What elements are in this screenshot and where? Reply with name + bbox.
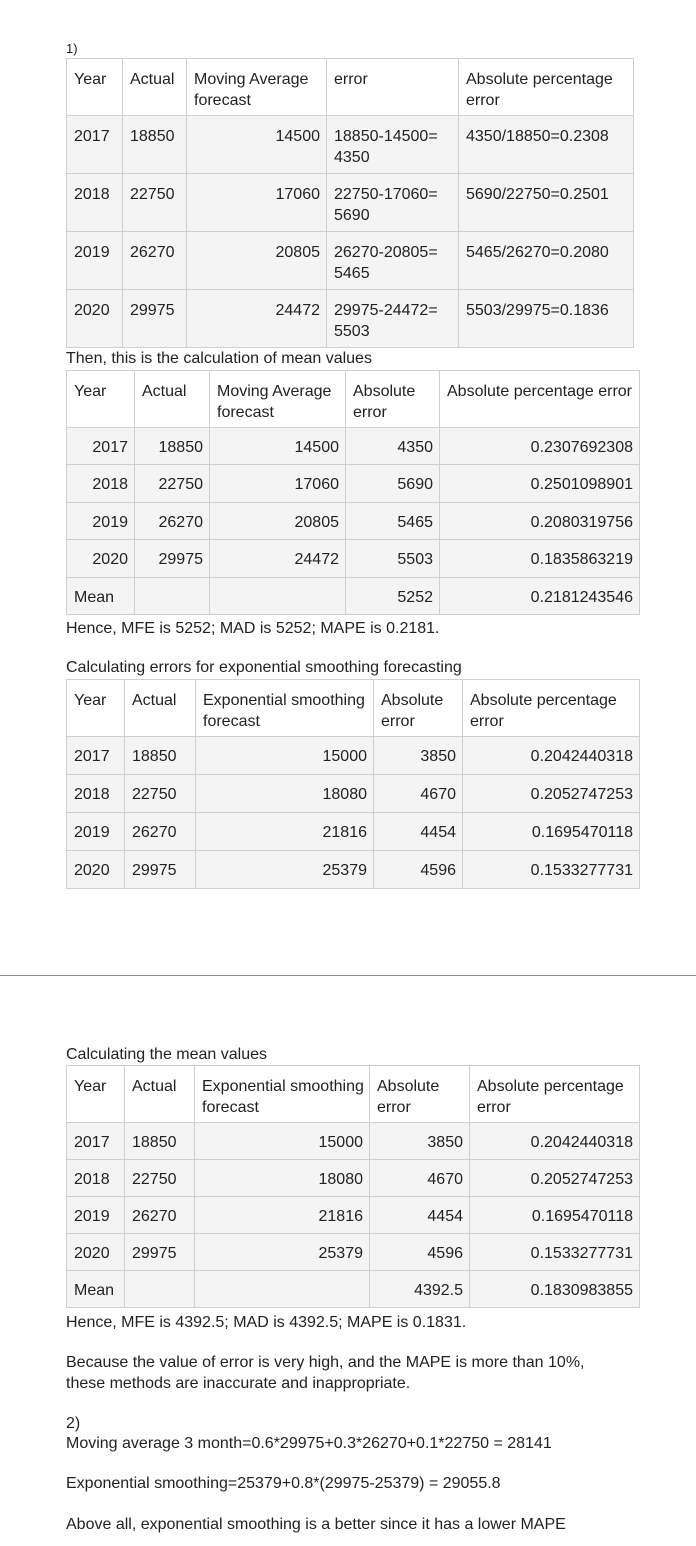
cell-abs-error: 5503 [346,540,440,578]
cell-mean-ape: 0.1830983855 [470,1271,640,1308]
col-ape: Absolute percentage error [459,59,634,116]
cell-abs-error: 4454 [374,813,463,851]
cell-mean-abs-error: 5252 [346,578,440,615]
cell-abs-error: 5690 [346,465,440,503]
table-row [67,1197,640,1234]
cell-forecast: 20805 [187,232,327,290]
col-actual: Actual [125,680,196,737]
cell-actual: 18850 [125,1123,195,1160]
cell-year: 2020 [67,290,123,348]
col-year: Year [67,59,123,116]
question-1-label: 1) [66,41,78,56]
table-row [67,503,640,540]
cell-ape: 0.2042440318 [470,1123,640,1160]
table-row [67,737,640,775]
col-error: error [327,59,459,116]
col-ape: Absolute percentage error [440,371,640,428]
cell-forecast: 14500 [210,428,346,465]
table-header-row [67,59,634,116]
table-row [67,232,634,290]
cell-error: 22750-17060= 5690 [327,174,459,232]
col-year: Year [67,1066,125,1123]
cell-year: 2020 [67,851,125,889]
cell-ape: 0.1835863219 [440,540,640,578]
cell-year: 2017 [67,428,135,465]
cell-year: 2018 [67,465,135,503]
cell-year: 2020 [67,540,135,578]
exp-errors-heading: Calculating errors for exponential smoothing forecasting [66,659,462,676]
mean-values-heading: Calculating the mean values [66,1046,268,1063]
cell-year: 2019 [67,1197,125,1234]
cell-forecast: 24472 [187,290,327,348]
cell-actual: 26270 [125,813,196,851]
cell-ape: 0.1533277731 [470,1234,640,1271]
col-actual: Actual [123,59,187,116]
col-abs-error: Absolute error [374,680,463,737]
col-ape: Absolute percentage error [463,680,640,737]
cell-year: 2018 [67,1160,125,1197]
cell-forecast: 20805 [210,503,346,540]
cell-error: 26270-20805= 5465 [327,232,459,290]
cell-forecast: 18080 [195,1160,370,1197]
cell-ape: 0.2501098901 [440,465,640,503]
cell-year: 2020 [67,1234,125,1271]
conclusion-text: Because the value of error is very high, and the MAPE is more than 10%, these methods are inaccurate and inappropriate. [66,1354,585,1392]
moving-average-error-table [66,58,634,348]
moving-average-mean-table [66,370,640,615]
cell-actual: 22750 [125,1160,195,1197]
table-row [67,851,640,889]
col-year: Year [67,371,135,428]
cell-year: 2017 [67,1123,125,1160]
cell-actual: 26270 [135,503,210,540]
table-mean-row [67,1271,640,1308]
table-row [67,465,640,503]
cell-forecast: 17060 [187,174,327,232]
cell-year: 2019 [67,813,125,851]
table-row [67,428,640,465]
table-row [67,116,634,174]
table-header-row [67,1066,640,1123]
moving-average-3-month-text: Moving average 3 month=0.6*29975+0.3*26270+0.1*22750 = 28141 [66,1435,552,1452]
cell-forecast: 21816 [195,1197,370,1234]
final-conclusion-text: Above all, exponential smoothing is a better since it has a lower MAPE [66,1516,566,1533]
col-actual: Actual [135,371,210,428]
table-row [67,1160,640,1197]
cell-actual: 26270 [125,1197,195,1234]
cell-abs-error: 4350 [346,428,440,465]
cell-actual: 26270 [123,232,187,290]
col-forecast: Exponential smoothing forecast [195,1066,370,1123]
table-header-row [67,371,640,428]
cell-ape: 4350/18850=0.2308 [459,116,634,174]
col-actual: Actual [125,1066,195,1123]
cell-abs-error: 5465 [346,503,440,540]
col-forecast: Moving Average forecast [210,371,346,428]
table-mean-row [67,578,640,615]
table-row [67,540,640,578]
col-year: Year [67,680,125,737]
cell-forecast: 24472 [210,540,346,578]
cell-ape: 0.2052747253 [470,1160,640,1197]
cell-actual: 18850 [135,428,210,465]
cell-forecast: 18080 [196,775,374,813]
cell-actual: 22750 [125,775,196,813]
mean-calc-heading: Then, this is the calculation of mean values [66,350,372,367]
cell-ape: 5465/26270=0.2080 [459,232,634,290]
cell-actual: 29975 [135,540,210,578]
cell-abs-error: 3850 [374,737,463,775]
section-divider [0,975,696,976]
col-forecast: Moving Average forecast [187,59,327,116]
cell-abs-error: 4670 [370,1160,470,1197]
cell-empty [210,578,346,615]
cell-year: 2018 [67,174,123,232]
cell-mean-abs-error: 4392.5 [370,1271,470,1308]
cell-year: 2018 [67,775,125,813]
col-forecast: Exponential smoothing forecast [196,680,374,737]
cell-ape: 5690/22750=0.2501 [459,174,634,232]
cell-forecast: 14500 [187,116,327,174]
cell-actual: 29975 [123,290,187,348]
cell-error: 29975-24472= 5503 [327,290,459,348]
cell-actual: 22750 [123,174,187,232]
cell-ape: 5503/29975=0.1836 [459,290,634,348]
table-row [67,813,640,851]
cell-ape: 0.2080319756 [440,503,640,540]
cell-mean-ape: 0.2181243546 [440,578,640,615]
cell-actual: 18850 [125,737,196,775]
table-row [67,174,634,232]
cell-actual: 29975 [125,851,196,889]
cell-abs-error: 4596 [374,851,463,889]
table-row [67,1234,640,1271]
cell-abs-error: 3850 [370,1123,470,1160]
exp-smoothing-mean-table [66,1065,640,1308]
cell-year: 2019 [67,232,123,290]
cell-mean-label: Mean [67,1271,125,1308]
cell-actual: 22750 [135,465,210,503]
question-2-label: 2) [66,1415,81,1432]
cell-abs-error: 4670 [374,775,463,813]
cell-actual: 18850 [123,116,187,174]
result-text-1: Hence, MFE is 5252; MAD is 5252; MAPE is 0.2181. [66,620,440,637]
cell-ape: 0.2042440318 [463,737,640,775]
exponential-smoothing-text: Exponential smoothing=25379+0.8*(29975-25379) = 29055.8 [66,1475,501,1492]
cell-ape: 0.1695470118 [463,813,640,851]
cell-empty [195,1271,370,1308]
cell-empty [125,1271,195,1308]
cell-year: 2017 [67,116,123,174]
cell-forecast: 25379 [196,851,374,889]
cell-ape: 0.1695470118 [470,1197,640,1234]
cell-abs-error: 4596 [370,1234,470,1271]
table-row [67,290,634,348]
cell-abs-error: 4454 [370,1197,470,1234]
table-header-row [67,680,640,737]
exp-smoothing-error-table [66,679,640,889]
col-ape: Absolute percentage error [470,1066,640,1123]
cell-ape: 0.1533277731 [463,851,640,889]
cell-forecast: 15000 [195,1123,370,1160]
col-abs-error: Absolute error [346,371,440,428]
cell-ape: 0.2052747253 [463,775,640,813]
cell-ape: 0.2307692308 [440,428,640,465]
cell-year: 2019 [67,503,135,540]
col-abs-error: Absolute error [370,1066,470,1123]
cell-error: 18850-14500= 4350 [327,116,459,174]
cell-forecast: 21816 [196,813,374,851]
cell-forecast: 15000 [196,737,374,775]
table-row [67,775,640,813]
cell-year: 2017 [67,737,125,775]
result-text-2: Hence, MFE is 4392.5; MAD is 4392.5; MAPE is 0.1831. [66,1314,467,1331]
cell-forecast: 17060 [210,465,346,503]
cell-actual: 29975 [125,1234,195,1271]
cell-mean-label: Mean [67,578,135,615]
cell-empty [135,578,210,615]
cell-forecast: 25379 [195,1234,370,1271]
table-row [67,1123,640,1160]
